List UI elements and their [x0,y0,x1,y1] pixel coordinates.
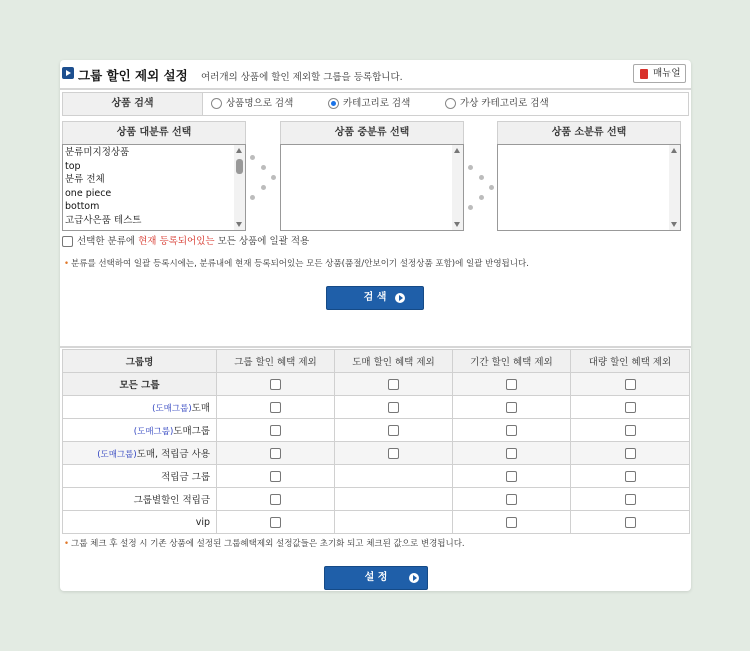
connector-dot [250,155,255,160]
page-title: 그룹 할인 제외 설정 [78,68,188,83]
category-option[interactable]: top [65,160,81,172]
checkbox-cell [571,465,690,488]
exclude-checkbox[interactable] [625,425,636,436]
checkbox-cell [335,465,453,488]
table-row [63,442,690,465]
connector-dot [468,205,473,210]
checkbox-cell [571,442,690,465]
connector-dot [468,165,473,170]
save-button-label: 설 정 [364,572,388,583]
category-option[interactable]: bottom [65,201,100,213]
table-row [63,396,690,419]
checkbox-cell [217,419,335,442]
group-name-cell [63,396,217,419]
group-name: 도매 [191,403,210,414]
search-button-label: 검 색 [363,292,387,303]
small-category-list[interactable] [497,144,681,231]
group-type-tag: (도매그룹) [97,450,137,460]
checkbox-cell [571,511,690,534]
scroll-thumb[interactable] [236,159,243,174]
radio-button[interactable] [211,98,222,109]
scrollbar[interactable] [669,145,680,230]
exclude-checkbox[interactable] [625,471,636,482]
category-option[interactable]: 분류미지정상품 [65,147,130,158]
checkbox-cell [217,373,335,396]
column-header-wholesale-discount: 도매 할인 혜택 제외 [335,350,453,373]
group-name: vip [195,516,210,528]
scroll-up-icon[interactable] [671,148,677,153]
checkbox-cell [217,488,335,511]
checkbox-cell [335,488,453,511]
exclude-checkbox[interactable] [625,517,636,528]
exclude-checkbox[interactable] [506,402,517,413]
connector-dot [479,175,484,180]
exclude-checkbox[interactable] [388,379,399,390]
title-bar [62,64,689,86]
checkbox-cell [453,465,571,488]
group-type-tag: (도매그룹) [152,404,192,414]
connector-dot [271,175,276,180]
exclude-checkbox[interactable] [625,379,636,390]
scroll-down-icon[interactable] [454,222,460,227]
exclude-checkbox[interactable] [270,379,281,390]
group-name-cell [63,442,217,465]
exclude-checkbox[interactable] [388,402,399,413]
checkbox-cell [453,396,571,419]
manual-button-label: 매뉴얼 [653,68,681,79]
pdf-icon [640,69,648,79]
scrollbar[interactable] [452,145,463,230]
group-name-cell [63,465,217,488]
table-row [63,488,690,511]
checkbox-cell [217,442,335,465]
group-name-cell [63,419,217,442]
exclude-checkbox[interactable] [506,379,517,390]
exclude-checkbox[interactable] [270,448,281,459]
large-category-list[interactable] [62,144,246,231]
exclude-checkbox[interactable] [625,402,636,413]
column-header-period-discount: 기간 할인 혜택 제외 [453,350,571,373]
connector-dot [250,195,255,200]
group-name: 도매, 적립금 사용 [136,449,210,460]
arrow-right-icon [395,293,405,303]
connector-dot [489,185,494,190]
column-header-bulk-discount: 대량 할인 혜택 제외 [571,350,690,373]
group-name: 모든 그룹 [119,380,160,391]
manual-button[interactable] [633,64,686,83]
radio-label: 카테고리로 검색 [343,98,411,109]
exclude-checkbox[interactable] [270,402,281,413]
exclude-checkbox[interactable] [625,494,636,505]
table-row [63,373,690,396]
scroll-up-icon[interactable] [454,148,460,153]
checkbox-cell [217,465,335,488]
radio-label: 가상 카테고리로 검색 [460,98,549,109]
group-type-tag: (도매그룹) [133,427,174,437]
exclude-checkbox[interactable] [388,425,399,436]
group-name-cell [63,373,217,396]
connector-dot [261,185,266,190]
small-category-header: 상품 소분류 선택 [497,121,681,144]
medium-category-list[interactable] [280,144,464,231]
group-table [62,349,690,534]
exclude-checkbox[interactable] [506,425,517,436]
checkbox-cell [571,396,690,419]
checkbox-cell [571,419,690,442]
group-note: • 그룹 체크 후 설정 시 기존 상품에 설정된 그룹혜택제외 설정값들은 초기화 되고 체크된 값으로 변경됩니다. [64,537,465,549]
table-row [63,419,690,442]
group-name-cell [63,511,217,534]
section-divider [60,346,691,348]
apply-all-label: 선택한 분류에 현재 등록되어있는 모든 상품에 일괄 적용 [77,236,310,247]
apply-all-checkbox[interactable] [62,236,73,247]
exclude-checkbox[interactable] [506,448,517,459]
connector-dot [261,165,266,170]
radio-label: 상품명으로 검색 [226,98,294,109]
search-button[interactable] [326,286,424,310]
group-table-header [63,350,690,373]
scrollbar[interactable] [234,145,245,230]
category-option[interactable]: one piece [65,187,112,199]
checkbox-cell [571,373,690,396]
large-category-header: 상품 대분류 선택 [62,121,246,144]
exclude-checkbox[interactable] [506,517,517,528]
scroll-up-icon[interactable] [236,148,242,153]
exclude-checkbox[interactable] [270,517,281,528]
exclude-checkbox[interactable] [506,494,517,505]
column-header-group-name: 그룹명 [63,350,217,373]
connector-dot [479,195,484,200]
exclude-checkbox[interactable] [270,425,281,436]
category-option[interactable]: 고급사은품 테스트 [65,214,142,226]
checkbox-cell [453,488,571,511]
radio-button[interactable] [445,98,456,109]
exclude-checkbox[interactable] [625,448,636,459]
checkbox-cell [571,488,690,511]
exclude-checkbox[interactable] [270,471,281,482]
group-name: 그룹별할인 적립금 [133,495,210,506]
scroll-down-icon[interactable] [236,222,242,227]
category-option[interactable]: 분류 전체 [65,174,105,186]
exclude-checkbox[interactable] [270,494,281,505]
title-divider [60,88,691,90]
column-header-group-discount: 그룹 할인 혜택 제외 [217,350,335,373]
product-search-label: 상품 검색 [63,93,203,115]
title-arrow-icon [62,67,74,79]
table-row [63,465,690,488]
radio-button[interactable] [328,98,339,109]
medium-category-header: 상품 중분류 선택 [280,121,464,144]
settings-panel [60,60,691,591]
checkbox-cell [335,511,453,534]
group-name: 도매그룹 [173,426,210,437]
group-name-cell [63,488,217,511]
checkbox-cell [217,396,335,419]
checkbox-cell [217,511,335,534]
checkbox-cell [335,396,453,419]
category-note: • 분류를 선택하여 일괄 등록시에는, 분류내에 현재 등록되어있는 모든 상품(품절/안보이기 설정상품 포함)에 일괄 반영됩니다. [64,257,529,269]
checkbox-cell [453,373,571,396]
apply-all-highlight: 현재 등록되어있는 [138,236,215,247]
checkbox-cell [453,511,571,534]
page-description: 여러개의 상품에 할인 제외할 그룹을 등록합니다. [201,72,403,83]
large-category-options[interactable] [65,146,233,228]
product-search-row [62,92,689,116]
checkbox-cell [335,419,453,442]
scroll-down-icon[interactable] [671,222,677,227]
group-name: 적립금 그룹 [161,472,210,483]
table-row [63,511,690,534]
save-button[interactable] [324,566,428,590]
checkbox-cell [335,442,453,465]
exclude-checkbox[interactable] [506,471,517,482]
checkbox-cell [453,419,571,442]
exclude-checkbox[interactable] [388,448,399,459]
checkbox-cell [335,373,453,396]
arrow-right-icon [409,573,419,583]
checkbox-cell [453,442,571,465]
